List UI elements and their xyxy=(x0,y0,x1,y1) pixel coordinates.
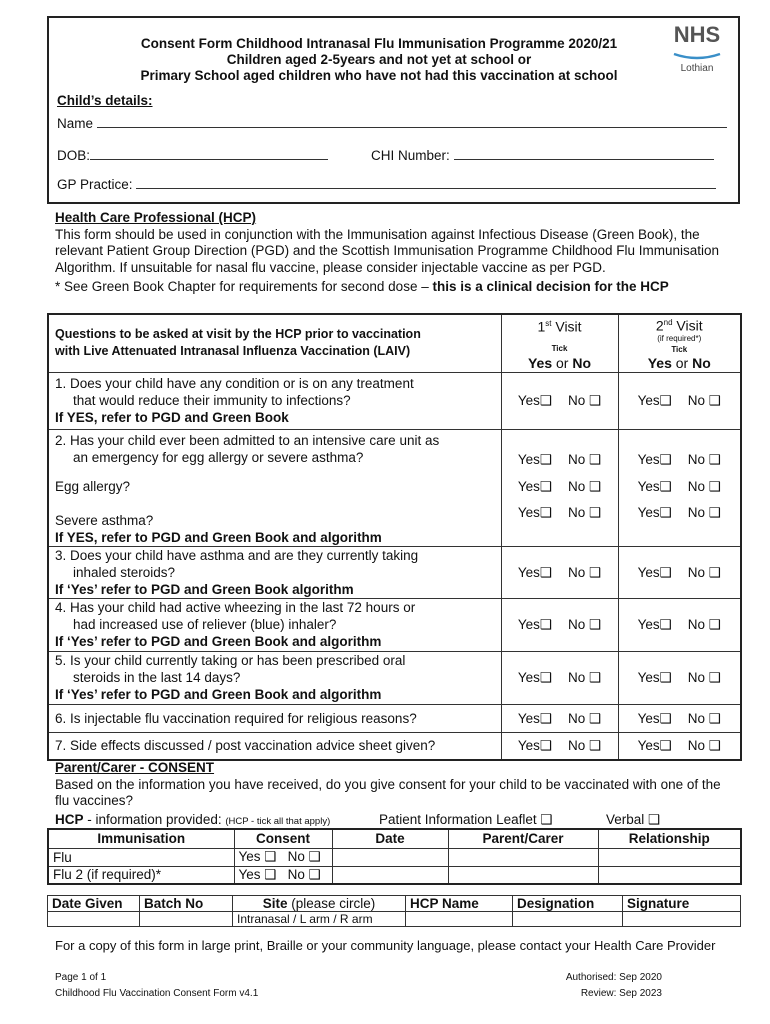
form-version: Childhood Flu Vaccination Consent Form v4.1 xyxy=(55,988,259,999)
dob-field[interactable]: DOB: xyxy=(57,148,328,163)
visit1-yes-no[interactable]: Yes❑ No ❑ xyxy=(501,732,618,760)
hcp-heading: Health Care Professional (HCP) xyxy=(55,210,257,225)
info-provided-line: HCP - information provided: (HCP - tick all that apply) xyxy=(55,812,331,827)
childs-details-heading: Child’s details: xyxy=(57,93,153,108)
gp-practice-field[interactable]: GP Practice: xyxy=(57,177,716,192)
leaflet-checkbox[interactable]: Patient Information Leaflet ❑ xyxy=(379,812,553,827)
form-title: Consent Form Childhood Intranasal Flu Immunisation Programme 2020/21 xyxy=(140,36,618,51)
visit2-yes-no[interactable]: Yes❑ No ❑ xyxy=(618,372,741,429)
consent-yes-no[interactable]: Yes ❑ No ❑ xyxy=(234,848,332,866)
question-row-6: 6. Is injectable flu vaccination required for religious reasons? Yes❑ No ❑ Yes❑ No ❑ xyxy=(48,704,741,732)
childs-details-box xyxy=(47,16,740,204)
visit2-yes-no[interactable]: Yes❑ No ❑ xyxy=(618,704,741,732)
name-field[interactable]: Name xyxy=(57,116,727,131)
site-options[interactable]: Intranasal / L arm / R arm xyxy=(233,912,406,927)
visit1-yes-no[interactable]: Yes❑ No ❑ xyxy=(501,598,618,651)
visit2-yes-no[interactable]: Yes❑ No ❑ xyxy=(618,504,741,546)
visit1-yes-no[interactable]: Yes❑ No ❑ xyxy=(501,651,618,704)
verbal-checkbox[interactable]: Verbal ❑ xyxy=(606,812,661,827)
consent-table: Immunisation Consent Date Parent/Carer Relationship Flu Yes ❑ No ❑ Flu 2 (if required)* Yes ❑ No ❑ xyxy=(47,828,742,885)
visit1-yes-no[interactable]: Yes❑ No ❑ xyxy=(501,468,618,504)
visit1-yes-no[interactable]: Yes❑ No ❑ xyxy=(501,372,618,429)
question-row-2: 2. Has your child ever been admitted to an intensive care unit as an emergency for egg allergy or severe asthma? Yes❑ No ❑ Yes❑ No ❑ xyxy=(48,429,741,468)
visit2-yes-no[interactable]: Yes❑ No ❑ xyxy=(618,732,741,760)
visit2-yes-no[interactable]: Yes❑ No ❑ xyxy=(618,468,741,504)
second-visit-header: 2nd Visit (if required*) Tick Yes or No xyxy=(618,314,741,372)
question-row-3: 3. Does your child have asthma and are they currently taking inhaled steroids? If ‘Yes’ refer to PGD and Green Book algorithm Yes❑ No ❑ Yes❑ No ❑ xyxy=(48,546,741,598)
form-subtitle-2: Primary School aged children who have not had this vaccination at school xyxy=(140,68,618,83)
table-header-row: Questions to be asked at visit by the HCP prior to vaccination with Live Attenuated Intranasal Influenza Vaccination (LAIV) 1st Visit Tick Yes or No 2nd Visit (if required*) Tick Yes or No xyxy=(48,314,741,372)
visit2-yes-no[interactable]: Yes❑ No ❑ xyxy=(618,651,741,704)
question-row-egg-allergy: Egg allergy? Yes❑ No ❑ Yes❑ No ❑ xyxy=(48,468,741,504)
hcp-instructions: This form should be used in conjunction with the Immunisation against Infectious Disease (Green Book), the relevant Patient Group Direction (PGD) and the Scottish Immunisation Programme Childhood Flu Immunisation Algorithm. If unsuitable for nasal flu vaccine, please consider injectable vaccine as per PGD. xyxy=(55,226,720,275)
form-subtitle-1: Children aged 2-5years and not yet at school or xyxy=(226,52,532,67)
visit2-yes-no[interactable]: Yes❑ No ❑ xyxy=(618,429,741,468)
question-row-1: 1. Does your child have any condition or is on any treatment that would reduce their immunity to infections? If YES, refer to PGD and Green Book Yes❑ No ❑ Yes❑ No ❑ xyxy=(48,372,741,429)
question-row-severe-asthma: Severe asthma? If YES, refer to PGD and Green Book and algorithm Yes❑ No ❑ Yes❑ No ❑ xyxy=(48,504,741,546)
nhs-lothian-logo: NHS Lothian xyxy=(673,22,721,74)
copy-note: For a copy of this form in large print, Braille or your community language, please contact your Health Care Provider xyxy=(55,938,716,953)
visit1-yes-no[interactable]: Yes❑ No ❑ xyxy=(501,546,618,598)
administration-table: Date Given Batch No Site (please circle) HCP Name Designation Signature Intranasal / L arm / R arm xyxy=(47,895,741,927)
question-row-5: 5. Is your child currently taking or has been prescribed oral steroids in the last 14 days? If ‘Yes’ refer to PGD and Green Book and algorithm Yes❑ No ❑ Yes❑ No ❑ xyxy=(48,651,741,704)
visit2-yes-no[interactable]: Yes❑ No ❑ xyxy=(618,598,741,651)
consent-heading: Parent/Carer - CONSENT xyxy=(55,760,215,775)
first-visit-header: 1st Visit Tick Yes or No xyxy=(501,314,618,372)
second-dose-note: * See Green Book Chapter for requirements for second dose – this is a clinical decision for the HCP xyxy=(55,279,669,294)
visit2-yes-no[interactable]: Yes❑ No ❑ xyxy=(618,546,741,598)
question-row-4: 4. Has your child had active wheezing in the last 72 hours or had increased use of reliever (blue) inhaler? If ‘Yes’ refer to PGD and Green Book and algorithm Yes❑ No ❑ Yes❑ No ❑ xyxy=(48,598,741,651)
chi-number-field[interactable]: CHI Number: xyxy=(371,148,714,163)
review-date: Review: Sep 2023 xyxy=(580,988,662,999)
page-number: Page 1 of 1 xyxy=(55,972,107,983)
consent-yes-no[interactable]: Yes ❑ No ❑ xyxy=(234,866,332,884)
consent-row-flu: Flu Yes ❑ No ❑ xyxy=(48,848,741,866)
visit1-yes-no[interactable]: Yes❑ No ❑ xyxy=(501,429,618,468)
question-row-7: 7. Side effects discussed / post vaccination advice sheet given? Yes❑ No ❑ Yes❑ No ❑ xyxy=(48,732,741,760)
consent-row-flu2: Flu 2 (if required)* Yes ❑ No ❑ xyxy=(48,866,741,884)
screening-questions-table xyxy=(47,313,742,761)
authorised-date: Authorised: Sep 2020 xyxy=(565,972,662,983)
consent-question: Based on the information you have received, do you give consent for your child to be vaccinated with one of the flu vaccines? xyxy=(55,776,721,808)
visit1-yes-no[interactable]: Yes❑ No ❑ xyxy=(501,504,618,546)
logo-wave-icon xyxy=(672,52,722,60)
visit1-yes-no[interactable]: Yes❑ No ❑ xyxy=(501,704,618,732)
